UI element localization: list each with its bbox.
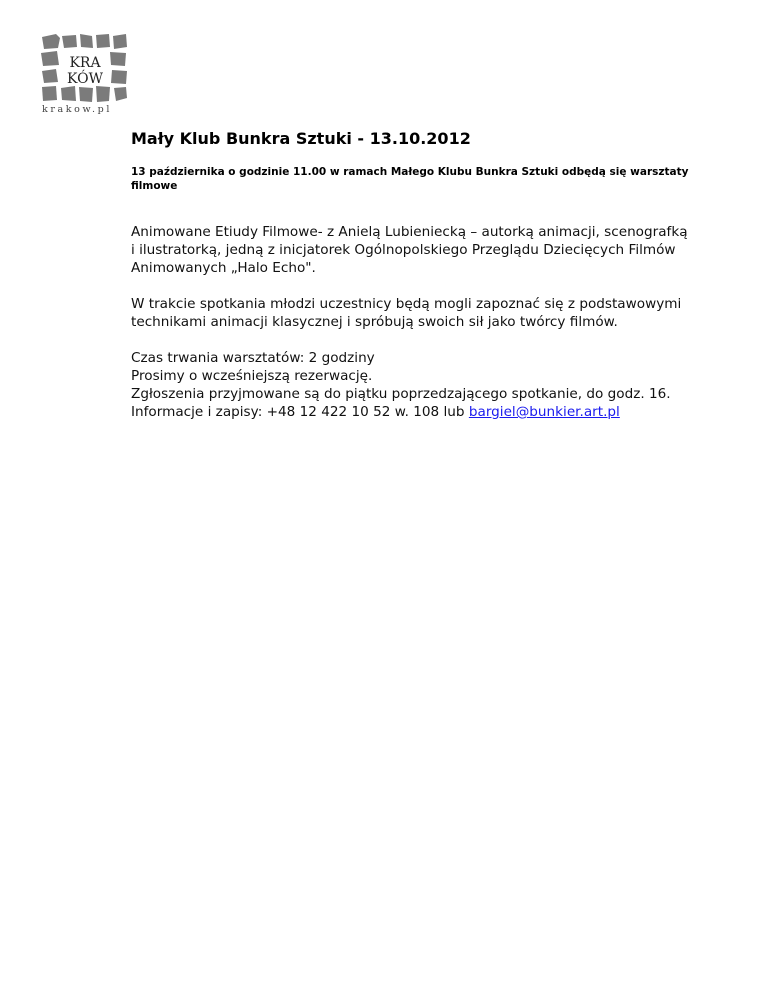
email-link[interactable]: bargiel@bunkier.art.pl xyxy=(468,404,620,420)
reservation-line: Prosimy o wcześniejszą rezerwację. xyxy=(131,368,373,384)
page-title: Mały Klub Bunkra Sztuki - 13.10.2012 xyxy=(131,129,471,148)
paragraph-intro xyxy=(131,223,731,277)
document-body xyxy=(131,128,731,421)
paragraph-line: Animowanych „Halo Echo". xyxy=(131,260,316,276)
logo-text-kra: KRA xyxy=(69,55,101,71)
event-summary: 13 października o godzinie 11.00 w ramach Małego Klubu Bunkra Sztuki odbędą się warsztaty filmowe xyxy=(131,166,689,192)
krakow-logo-graphic xyxy=(40,32,130,104)
paragraph-description xyxy=(131,295,731,331)
contact-line xyxy=(131,403,731,421)
paragraph-line: W trakcie spotkania młodzi uczestnicy będą mogli zapoznać się z podstawowymi xyxy=(131,296,682,312)
logo-caption: krakow.pl xyxy=(42,104,112,115)
logo-text-kow: KÓW xyxy=(67,71,103,87)
paragraph-line: technikami animacji klasycznej i spróbują swoich sił jako twórcy filmów. xyxy=(131,314,618,330)
paragraph-line: Animowane Etiudy Filmowe- z Anielą Lubieniecką – autorką animacji, scenografką xyxy=(131,224,688,240)
paragraph-details xyxy=(131,349,731,421)
paragraph-line: i ilustratorką, jedną z inicjatorek Ogólnopolskiego Przeglądu Dziecięcych Filmów xyxy=(131,242,676,258)
contact-prefix: Informacje i zapisy: +48 12 422 10 52 w. 108 lub xyxy=(131,404,469,420)
registration-line: Zgłoszenia przyjmowane są do piątku poprzedzającego spotkanie, do godz. 16. xyxy=(131,386,671,402)
duration-line: Czas trwania warsztatów: 2 godziny xyxy=(131,350,375,366)
